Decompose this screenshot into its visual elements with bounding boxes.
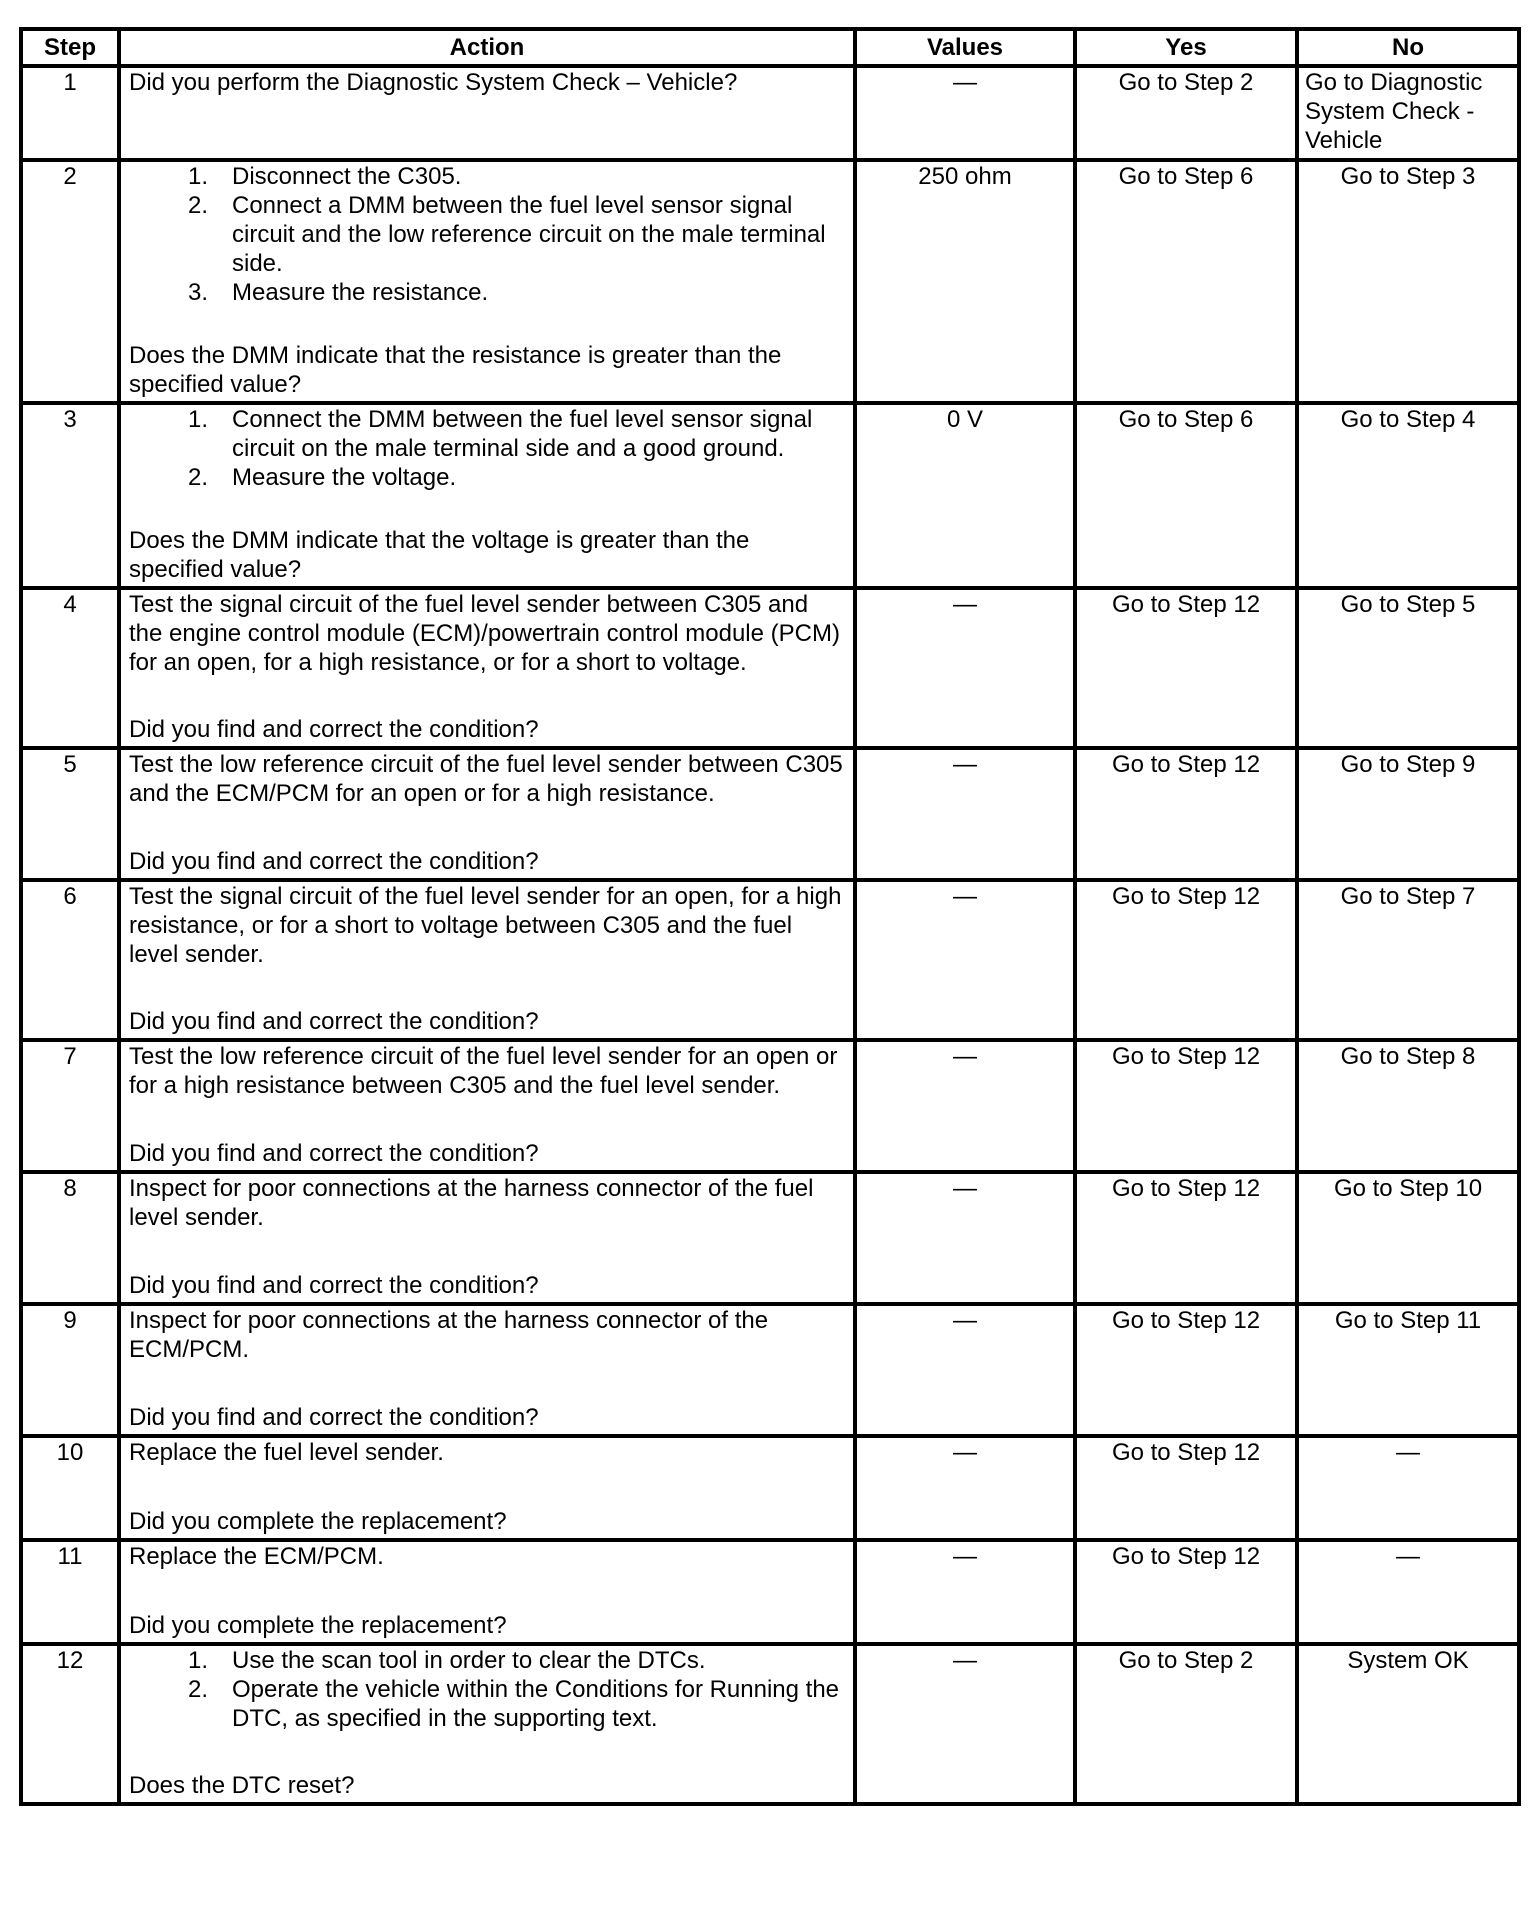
substep: 3. Measure the resistance. xyxy=(187,279,489,306)
no-cell: Go to Step 11 xyxy=(1297,1304,1519,1436)
action-text: Inspect for poor connections at the harness connector of the ECM/PCM. xyxy=(129,1307,769,1363)
step-number: 10 xyxy=(21,1436,119,1540)
no-cell: System OK xyxy=(1297,1644,1519,1804)
table-row xyxy=(21,160,1519,403)
action-question: Did you find and correct the condition? xyxy=(129,1008,539,1035)
action-cell xyxy=(119,1040,855,1172)
action-text: Inspect for poor connections at the harness connector of the fuel level sender. xyxy=(129,1175,814,1231)
step-number: 5 xyxy=(21,748,119,880)
value-cell: — xyxy=(855,1304,1075,1436)
step-number: 4 xyxy=(21,588,119,748)
yes-cell: Go to Step 12 xyxy=(1075,1436,1297,1540)
action-text: Replace the ECM/PCM. xyxy=(129,1543,384,1570)
action-text: Replace the fuel level sender. xyxy=(129,1439,444,1466)
action-question: Did you find and correct the condition? xyxy=(129,1272,539,1299)
action-question: Did you complete the replacement? xyxy=(129,1508,507,1535)
header-yes: Yes xyxy=(1075,29,1297,66)
header-step: Step xyxy=(21,29,119,66)
yes-cell: Go to Step 12 xyxy=(1075,1304,1297,1436)
substep: 1. Disconnect the C305. xyxy=(187,163,462,190)
substep-list xyxy=(129,162,845,307)
header-action: Action xyxy=(119,29,855,66)
yes-cell: Go to Step 6 xyxy=(1075,160,1297,403)
table-row xyxy=(21,403,1519,588)
action-cell xyxy=(119,1172,855,1304)
table-row xyxy=(21,66,1519,160)
action-cell xyxy=(119,66,855,160)
substep: 1. Connect the DMM between the fuel level sensor signal circuit on the male terminal side and a good ground. xyxy=(187,406,813,462)
yes-cell: Go to Step 12 xyxy=(1075,1172,1297,1304)
action-question: Did you find and correct the condition? xyxy=(129,1140,539,1167)
table-row xyxy=(21,588,1519,748)
no-cell: Go to Step 7 xyxy=(1297,880,1519,1040)
action-cell xyxy=(119,588,855,748)
no-cell: Go to Step 8 xyxy=(1297,1040,1519,1172)
action-text: Test the signal circuit of the fuel level sender between C305 and the engine control module (ECM)/powertrain control module (PCM) for an open, for a high resistance, or for a short to voltage. xyxy=(129,591,840,676)
step-number: 6 xyxy=(21,880,119,1040)
no-cell: Go to Step 9 xyxy=(1297,748,1519,880)
value-cell: 0 V xyxy=(855,403,1075,588)
action-question: Does the DTC reset? xyxy=(129,1772,355,1799)
action-question: Does the DMM indicate that the voltage is greater than the specified value? xyxy=(129,527,750,583)
step-number: 12 xyxy=(21,1644,119,1804)
action-question: Did you find and correct the condition? xyxy=(129,716,539,743)
action-text: Test the signal circuit of the fuel level sender for an open, for a high resistance, or for a short to voltage between C305 and the fuel level sender. xyxy=(129,883,842,968)
table-header-row xyxy=(21,29,1519,66)
value-cell: 250 ohm xyxy=(855,160,1075,403)
step-number: 9 xyxy=(21,1304,119,1436)
table-row xyxy=(21,1540,1519,1644)
action-cell xyxy=(119,1304,855,1436)
table-row xyxy=(21,748,1519,880)
no-cell: Go to Step 5 xyxy=(1297,588,1519,748)
action-cell xyxy=(119,1644,855,1804)
value-cell: — xyxy=(855,748,1075,880)
diagnostic-table xyxy=(19,27,1521,1806)
action-cell xyxy=(119,160,855,403)
value-cell: — xyxy=(855,1540,1075,1644)
value-cell: — xyxy=(855,1644,1075,1804)
value-cell: — xyxy=(855,1040,1075,1172)
table-row xyxy=(21,1304,1519,1436)
yes-cell: Go to Step 12 xyxy=(1075,588,1297,748)
no-cell: Go to Step 10 xyxy=(1297,1172,1519,1304)
no-cell: — xyxy=(1297,1436,1519,1540)
yes-cell: Go to Step 12 xyxy=(1075,1040,1297,1172)
action-text: Did you perform the Diagnostic System Check – Vehicle? xyxy=(129,69,738,96)
step-number: 11 xyxy=(21,1540,119,1644)
yes-cell: Go to Step 2 xyxy=(1075,66,1297,160)
no-cell: Go to Step 4 xyxy=(1297,403,1519,588)
value-cell: — xyxy=(855,588,1075,748)
table-row xyxy=(21,1436,1519,1540)
yes-cell: Go to Step 12 xyxy=(1075,748,1297,880)
action-question: Did you complete the replacement? xyxy=(129,1612,507,1639)
action-question: Did you find and correct the condition? xyxy=(129,1404,539,1431)
substep: 2. Measure the voltage. xyxy=(187,464,457,491)
no-cell: Go to Step 3 xyxy=(1297,160,1519,403)
action-cell xyxy=(119,1540,855,1644)
yes-cell: Go to Step 6 xyxy=(1075,403,1297,588)
table-row xyxy=(21,880,1519,1040)
action-cell xyxy=(119,403,855,588)
table-row xyxy=(21,1040,1519,1172)
step-number: 2 xyxy=(21,160,119,403)
header-no: No xyxy=(1297,29,1519,66)
value-cell: — xyxy=(855,66,1075,160)
action-text: Test the low reference circuit of the fuel level sender between C305 and the ECM/PCM for an open or for a high resistance. xyxy=(129,751,843,807)
action-text: Test the low reference circuit of the fuel level sender for an open or for a high resistance between C305 and the fuel level sender. xyxy=(129,1043,838,1099)
action-question: Does the DMM indicate that the resistance is greater than the specified value? xyxy=(129,342,782,398)
substep: 2. Operate the vehicle within the Conditions for Running the DTC, as specified in the supporting text. xyxy=(187,1676,840,1732)
value-cell: — xyxy=(855,1172,1075,1304)
step-number: 3 xyxy=(21,403,119,588)
value-cell: — xyxy=(855,1436,1075,1540)
action-cell xyxy=(119,880,855,1040)
table-row xyxy=(21,1172,1519,1304)
no-cell: — xyxy=(1297,1540,1519,1644)
step-number: 7 xyxy=(21,1040,119,1172)
yes-cell: Go to Step 2 xyxy=(1075,1644,1297,1804)
step-number: 1 xyxy=(21,66,119,160)
header-values: Values xyxy=(855,29,1075,66)
action-question: Did you find and correct the condition? xyxy=(129,848,539,875)
step-number: 8 xyxy=(21,1172,119,1304)
action-cell xyxy=(119,748,855,880)
yes-cell: Go to Step 12 xyxy=(1075,880,1297,1040)
yes-cell: Go to Step 12 xyxy=(1075,1540,1297,1644)
substep: 2. Connect a DMM between the fuel level sensor signal circuit and the low reference circuit on the male terminal side. xyxy=(187,192,826,277)
substep: 1. Use the scan tool in order to clear the DTCs. xyxy=(187,1647,706,1674)
substep-list xyxy=(129,405,845,492)
table-row xyxy=(21,1644,1519,1804)
no-cell: Go to Diagnostic System Check - Vehicle xyxy=(1297,66,1519,160)
substep-list xyxy=(129,1646,845,1733)
value-cell: — xyxy=(855,880,1075,1040)
action-cell xyxy=(119,1436,855,1540)
